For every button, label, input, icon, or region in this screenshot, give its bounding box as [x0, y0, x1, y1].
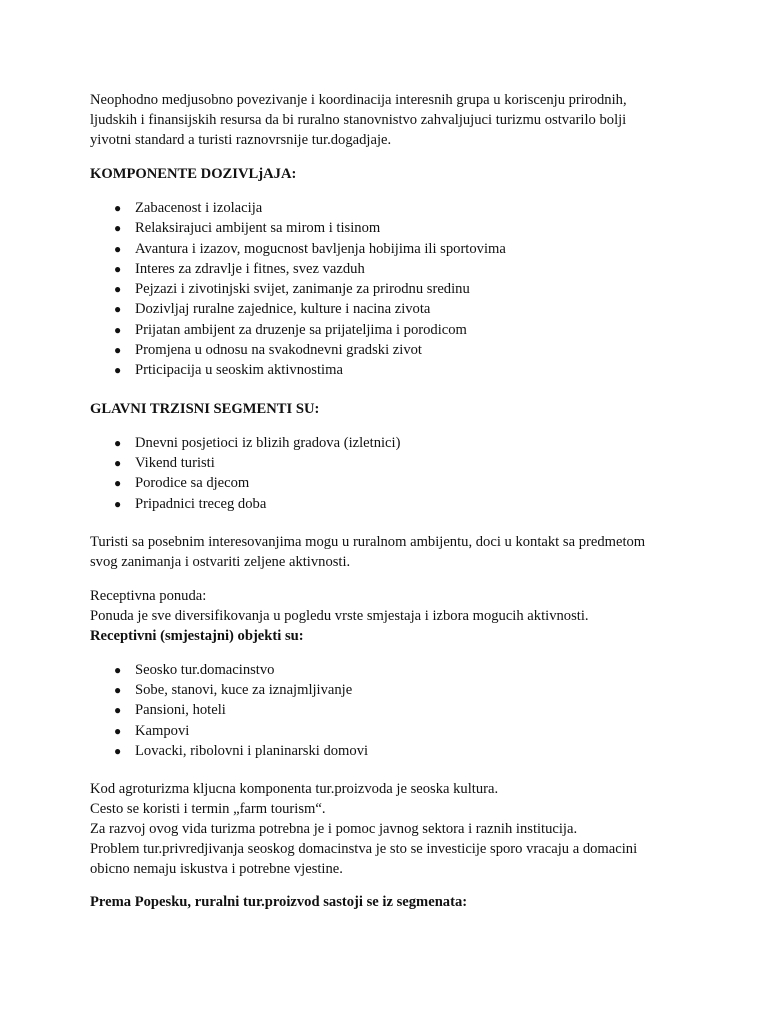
list-item-label: Pejzazi i zivotinjski svijet, zanimanje za prirodnu sredinu: [135, 281, 470, 298]
intro-line: yivotni standard a turisti raznovrsnije tur.dogadjaje.: [90, 132, 392, 148]
bullet-icon: ●: [114, 476, 122, 491]
intro-line: Neophodno medjusobno povezivanje i koordinacija interesnih grupa u koriscenju prirodnih,: [90, 92, 627, 108]
list-item-label: Relaksirajuci ambijent sa mirom i tisinom: [135, 220, 381, 237]
list-item-label: Prijatan ambijent za druzenje sa prijateljima i porodicom: [135, 321, 467, 338]
list-item: [90, 494, 690, 514]
list-item: [90, 741, 690, 761]
list-item-label: Dnevni posjetioci iz blizih gradova (izletnici): [135, 434, 401, 451]
list-item-label: Vikend turisti: [135, 454, 215, 471]
list-item: [90, 320, 690, 340]
receptive-heading: Receptivni (smjestajni) objekti su:: [90, 627, 304, 644]
interest-line: svog zanimanja i ostvariti zeljene aktivnosti.: [90, 553, 351, 570]
list-item: [90, 218, 690, 238]
list-item: [90, 721, 690, 741]
interest-paragraph: [90, 532, 690, 572]
list-item-label: Sobe, stanovi, kuce za iznajmljivanje: [135, 682, 353, 699]
components-heading: KOMPONENTE DOZIVLjAJA:: [90, 166, 297, 182]
list-item-label: Kampovi: [135, 722, 190, 739]
bullet-icon: ●: [114, 723, 122, 738]
list-item-label: Pansioni, hoteli: [135, 702, 226, 719]
list-item-label: Interes za zdravlje i fitnes, svez vazduh: [135, 260, 365, 277]
bullet-icon: ●: [114, 435, 122, 450]
receptive-list: [90, 660, 690, 761]
list-item: [90, 660, 690, 680]
list-item: [90, 453, 690, 473]
popesku-heading: Prema Popesku, ruralni tur.proizvod sastoji se iz segmenata:: [90, 894, 468, 911]
list-item: [90, 473, 690, 493]
agro-line: Kod agroturizma kljucna komponenta tur.proizvoda je seoska kultura.: [90, 781, 499, 798]
list-item: [90, 340, 690, 360]
document-page: [90, 90, 690, 926]
bullet-icon: ●: [114, 683, 122, 698]
list-item: [90, 198, 690, 218]
segments-heading: GLAVNI TRZISNI SEGMENTI SU:: [90, 400, 320, 417]
bullet-icon: ●: [114, 201, 122, 215]
bullet-icon: ●: [114, 455, 122, 470]
bullet-icon: ●: [114, 302, 122, 317]
list-item-label: Zabacenost i izolacija: [135, 200, 263, 216]
receptive-label: Receptivna ponuda:: [90, 587, 207, 604]
list-item: [90, 239, 690, 259]
bullet-icon: ●: [114, 282, 122, 297]
list-item-label: Lovacki, ribolovni i planinarski domovi: [135, 743, 369, 760]
list-item-label: Prticipacija u seoskim aktivnostima: [135, 362, 343, 379]
components-list: [90, 198, 690, 381]
bullet-icon: ●: [114, 363, 122, 378]
receptive-description: Ponuda je sve diversifikovanja u pogledu vrste smjestaja i izbora mogucih aktivnosti.: [90, 607, 589, 624]
bullet-icon: ●: [114, 703, 122, 718]
bullet-icon: ●: [114, 662, 122, 677]
agro-line: Za razvoj ovog vida turizma potrebna je i pomoc javnog sektora i raznih institucija.: [90, 821, 578, 838]
list-item-label: Seosko tur.domacinstvo: [135, 661, 275, 678]
list-item: [90, 259, 690, 279]
agro-paragraph: [90, 779, 690, 879]
agro-line: Cesto se koristi i termin „farm tourism“.: [90, 801, 326, 818]
agro-line: obicno nemaju iskustva i potrebne vjestine.: [90, 861, 343, 878]
bullet-icon: ●: [114, 343, 122, 358]
bullet-icon: ●: [114, 322, 122, 337]
interest-line: Turisti sa posebnim interesovanjima mogu u ruralnom ambijentu, doci u kontakt sa predmetom: [90, 533, 646, 550]
list-item-label: Avantura i izazov, mogucnost bavljenja hobijima ili sportovima: [135, 240, 506, 257]
receptive-block: [90, 586, 690, 646]
bullet-icon: ●: [114, 496, 122, 511]
intro-paragraph: [90, 90, 690, 150]
agro-line: Problem tur.privredjivanja seoskog domacinstva je sto se investicije sporo vracaju a domacini: [90, 841, 638, 858]
list-item-label: Porodice sa djecom: [135, 475, 250, 492]
list-item-label: Dozivljaj ruralne zajednice, kulture i nacina zivota: [135, 301, 431, 318]
list-item-label: Promjena u odnosu na svakodnevni gradski zivot: [135, 342, 422, 359]
list-item: [90, 680, 690, 700]
bullet-icon: ●: [114, 221, 122, 236]
segments-list: [90, 433, 690, 514]
intro-line: ljudskih i finansijskih resursa da bi ruralno stanovnistvo zahvaljujuci turizmu ostvarilo bolji: [90, 112, 627, 128]
list-item: [90, 433, 690, 453]
list-item: [90, 700, 690, 720]
bullet-icon: ●: [114, 744, 122, 759]
bullet-icon: ●: [114, 261, 122, 276]
list-item: [90, 360, 690, 380]
list-item-label: Pripadnici treceg doba: [135, 495, 267, 512]
list-item: [90, 299, 690, 319]
bullet-icon: ●: [114, 241, 122, 256]
list-item: [90, 279, 690, 299]
